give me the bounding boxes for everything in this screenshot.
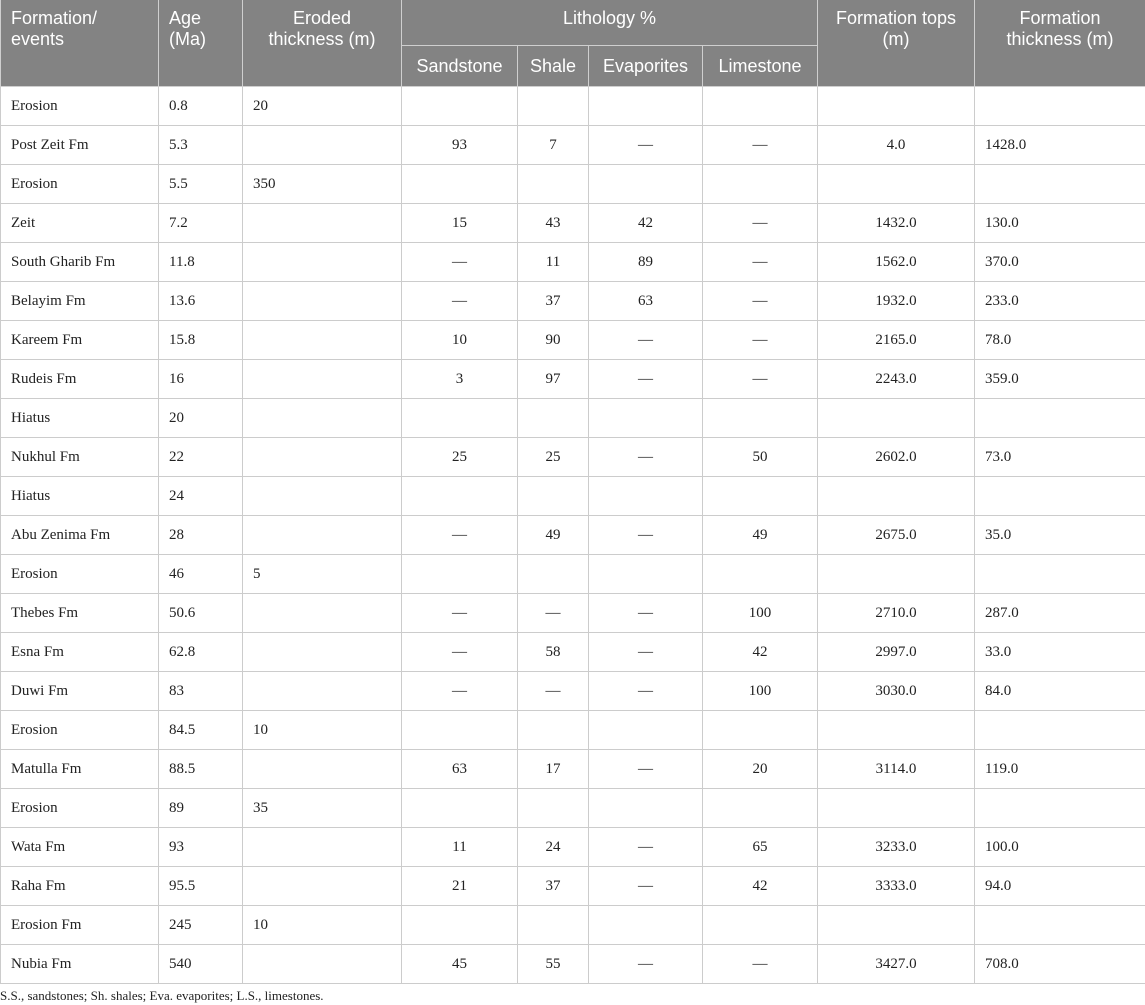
formation-tops-cell: 3114.0 bbox=[818, 750, 975, 789]
shale-cell: 90 bbox=[518, 321, 589, 360]
evaporites-cell: 63 bbox=[589, 282, 703, 321]
formation-tops-cell bbox=[818, 906, 975, 945]
shale-cell bbox=[518, 789, 589, 828]
sandstone-cell: 11 bbox=[402, 828, 518, 867]
evaporites-cell: — bbox=[589, 633, 703, 672]
age-cell: 16 bbox=[159, 360, 243, 399]
shale-cell: 17 bbox=[518, 750, 589, 789]
formation-thickness-cell bbox=[975, 399, 1145, 438]
shale-cell: 97 bbox=[518, 360, 589, 399]
formation-tops-cell bbox=[818, 165, 975, 204]
formation-thickness-cell bbox=[975, 477, 1145, 516]
table-row bbox=[1, 282, 1145, 321]
eroded-thickness-cell: 10 bbox=[243, 711, 402, 750]
limestone-cell bbox=[703, 399, 818, 438]
formation-cell: Erosion Fm bbox=[1, 906, 159, 945]
age-cell: 15.8 bbox=[159, 321, 243, 360]
formation-tops-cell: 4.0 bbox=[818, 126, 975, 165]
shale-cell: 7 bbox=[518, 126, 589, 165]
shale-cell: 58 bbox=[518, 633, 589, 672]
evaporites-cell: — bbox=[589, 828, 703, 867]
formation-tops-cell bbox=[818, 399, 975, 438]
formation-tops-cell: 2710.0 bbox=[818, 594, 975, 633]
formation-tops-cell: 1932.0 bbox=[818, 282, 975, 321]
eroded-thickness-cell: 5 bbox=[243, 555, 402, 594]
formation-thickness-cell: 1428.0 bbox=[975, 126, 1145, 165]
formation-tops-cell: 1562.0 bbox=[818, 243, 975, 282]
formation-cell: Abu Zenima Fm bbox=[1, 516, 159, 555]
limestone-cell: 20 bbox=[703, 750, 818, 789]
formation-cell: Hiatus bbox=[1, 399, 159, 438]
sandstone-cell: 3 bbox=[402, 360, 518, 399]
header-eroded-thickness: Eroded thickness (m) bbox=[243, 0, 402, 87]
formation-cell: Post Zeit Fm bbox=[1, 126, 159, 165]
age-cell: 50.6 bbox=[159, 594, 243, 633]
formation-cell: Erosion bbox=[1, 165, 159, 204]
table-row bbox=[1, 555, 1145, 594]
sandstone-cell bbox=[402, 399, 518, 438]
formation-cell: Esna Fm bbox=[1, 633, 159, 672]
formation-tops-cell: 2243.0 bbox=[818, 360, 975, 399]
evaporites-cell bbox=[589, 789, 703, 828]
limestone-cell: 100 bbox=[703, 672, 818, 711]
limestone-cell: — bbox=[703, 282, 818, 321]
evaporites-cell: — bbox=[589, 516, 703, 555]
age-cell: 245 bbox=[159, 906, 243, 945]
evaporites-cell: — bbox=[589, 945, 703, 984]
formation-cell: Nukhul Fm bbox=[1, 438, 159, 477]
formation-cell: Erosion bbox=[1, 789, 159, 828]
evaporites-cell: 42 bbox=[589, 204, 703, 243]
shale-cell: 55 bbox=[518, 945, 589, 984]
formation-thickness-cell: 370.0 bbox=[975, 243, 1145, 282]
eroded-thickness-cell bbox=[243, 867, 402, 906]
age-cell: 83 bbox=[159, 672, 243, 711]
evaporites-cell bbox=[589, 165, 703, 204]
limestone-cell: — bbox=[703, 204, 818, 243]
shale-cell: — bbox=[518, 594, 589, 633]
table-row bbox=[1, 828, 1145, 867]
evaporites-cell: — bbox=[589, 360, 703, 399]
shale-cell bbox=[518, 711, 589, 750]
formation-thickness-cell: 33.0 bbox=[975, 633, 1145, 672]
evaporites-cell: — bbox=[589, 672, 703, 711]
shale-cell bbox=[518, 399, 589, 438]
sandstone-cell: — bbox=[402, 672, 518, 711]
limestone-cell: 50 bbox=[703, 438, 818, 477]
limestone-cell bbox=[703, 711, 818, 750]
age-cell: 5.5 bbox=[159, 165, 243, 204]
table-row bbox=[1, 633, 1145, 672]
evaporites-cell bbox=[589, 555, 703, 594]
shale-cell bbox=[518, 477, 589, 516]
formation-tops-cell bbox=[818, 87, 975, 126]
sandstone-cell: — bbox=[402, 282, 518, 321]
table-footnote: S.S., sandstones; Sh. shales; Eva. evaporites; L.S., limestones. bbox=[0, 988, 324, 1003]
limestone-cell bbox=[703, 555, 818, 594]
header-age: Age (Ma) bbox=[159, 0, 243, 87]
limestone-cell: 100 bbox=[703, 594, 818, 633]
sandstone-cell: — bbox=[402, 594, 518, 633]
evaporites-cell bbox=[589, 711, 703, 750]
formation-thickness-cell: 78.0 bbox=[975, 321, 1145, 360]
formation-thickness-cell: 130.0 bbox=[975, 204, 1145, 243]
formation-tops-cell bbox=[818, 711, 975, 750]
formation-cell: Hiatus bbox=[1, 477, 159, 516]
sandstone-cell: 93 bbox=[402, 126, 518, 165]
sandstone-cell: — bbox=[402, 633, 518, 672]
formation-thickness-cell bbox=[975, 165, 1145, 204]
evaporites-cell: — bbox=[589, 321, 703, 360]
eroded-thickness-cell: 20 bbox=[243, 87, 402, 126]
formation-tops-cell: 2675.0 bbox=[818, 516, 975, 555]
evaporites-cell bbox=[589, 906, 703, 945]
shale-cell: 37 bbox=[518, 867, 589, 906]
limestone-cell: 65 bbox=[703, 828, 818, 867]
age-cell: 28 bbox=[159, 516, 243, 555]
table-row bbox=[1, 126, 1145, 165]
formation-cell: Kareem Fm bbox=[1, 321, 159, 360]
formation-thickness-cell bbox=[975, 87, 1145, 126]
formation-tops-cell bbox=[818, 789, 975, 828]
eroded-thickness-cell bbox=[243, 672, 402, 711]
header-formation-tops: Formation tops (m) bbox=[818, 0, 975, 87]
table-row bbox=[1, 399, 1145, 438]
formation-tops-cell: 3030.0 bbox=[818, 672, 975, 711]
eroded-thickness-cell: 10 bbox=[243, 906, 402, 945]
formation-tops-cell: 2997.0 bbox=[818, 633, 975, 672]
eroded-thickness-cell: 350 bbox=[243, 165, 402, 204]
limestone-cell: — bbox=[703, 243, 818, 282]
formation-cell: Belayim Fm bbox=[1, 282, 159, 321]
eroded-thickness-cell bbox=[243, 477, 402, 516]
shale-cell: 37 bbox=[518, 282, 589, 321]
shale-cell bbox=[518, 165, 589, 204]
eroded-thickness-cell bbox=[243, 126, 402, 165]
sandstone-cell: 25 bbox=[402, 438, 518, 477]
age-cell: 5.3 bbox=[159, 126, 243, 165]
eroded-thickness-cell bbox=[243, 828, 402, 867]
sandstone-cell bbox=[402, 906, 518, 945]
formation-thickness-cell: 84.0 bbox=[975, 672, 1145, 711]
table-row bbox=[1, 945, 1145, 984]
evaporites-cell: — bbox=[589, 126, 703, 165]
formation-cell: Wata Fm bbox=[1, 828, 159, 867]
evaporites-cell: — bbox=[589, 750, 703, 789]
table-row bbox=[1, 360, 1145, 399]
header-limestone: Limestone bbox=[703, 46, 818, 87]
age-cell: 22 bbox=[159, 438, 243, 477]
eroded-thickness-cell bbox=[243, 204, 402, 243]
shale-cell: 25 bbox=[518, 438, 589, 477]
formation-thickness-cell: 73.0 bbox=[975, 438, 1145, 477]
shale-cell: 24 bbox=[518, 828, 589, 867]
eroded-thickness-cell bbox=[243, 360, 402, 399]
evaporites-cell: — bbox=[589, 867, 703, 906]
age-cell: 46 bbox=[159, 555, 243, 594]
shale-cell: 43 bbox=[518, 204, 589, 243]
formation-tops-cell: 3233.0 bbox=[818, 828, 975, 867]
eroded-thickness-cell bbox=[243, 243, 402, 282]
formation-thickness-cell bbox=[975, 711, 1145, 750]
table-row bbox=[1, 594, 1145, 633]
limestone-cell bbox=[703, 789, 818, 828]
age-cell: 7.2 bbox=[159, 204, 243, 243]
sandstone-cell bbox=[402, 477, 518, 516]
table-body bbox=[1, 87, 1145, 984]
eroded-thickness-cell: 35 bbox=[243, 789, 402, 828]
formation-thickness-cell: 287.0 bbox=[975, 594, 1145, 633]
sandstone-cell: 10 bbox=[402, 321, 518, 360]
age-cell: 95.5 bbox=[159, 867, 243, 906]
age-cell: 540 bbox=[159, 945, 243, 984]
table-row bbox=[1, 204, 1145, 243]
header-shale: Shale bbox=[518, 46, 589, 87]
table-header bbox=[1, 0, 1145, 87]
table-row bbox=[1, 750, 1145, 789]
shale-cell: — bbox=[518, 672, 589, 711]
age-cell: 13.6 bbox=[159, 282, 243, 321]
shale-cell bbox=[518, 87, 589, 126]
header-lithology: Lithology % bbox=[402, 0, 818, 46]
table-row bbox=[1, 789, 1145, 828]
sandstone-cell: — bbox=[402, 243, 518, 282]
formation-cell: Zeit bbox=[1, 204, 159, 243]
limestone-cell bbox=[703, 165, 818, 204]
table-row bbox=[1, 477, 1145, 516]
evaporites-cell: — bbox=[589, 438, 703, 477]
table-row bbox=[1, 672, 1145, 711]
formation-tops-cell: 3333.0 bbox=[818, 867, 975, 906]
formation-tops-cell: 3427.0 bbox=[818, 945, 975, 984]
age-cell: 84.5 bbox=[159, 711, 243, 750]
limestone-cell: — bbox=[703, 945, 818, 984]
formation-tops-cell bbox=[818, 477, 975, 516]
header-evaporites: Evaporites bbox=[589, 46, 703, 87]
evaporites-cell bbox=[589, 87, 703, 126]
shale-cell: 11 bbox=[518, 243, 589, 282]
formation-thickness-cell: 94.0 bbox=[975, 867, 1145, 906]
formation-thickness-cell: 35.0 bbox=[975, 516, 1145, 555]
formation-cell: Erosion bbox=[1, 87, 159, 126]
limestone-cell: — bbox=[703, 321, 818, 360]
table-row bbox=[1, 438, 1145, 477]
age-cell: 88.5 bbox=[159, 750, 243, 789]
formation-cell: South Gharib Fm bbox=[1, 243, 159, 282]
age-cell: 62.8 bbox=[159, 633, 243, 672]
eroded-thickness-cell bbox=[243, 321, 402, 360]
limestone-cell: 42 bbox=[703, 633, 818, 672]
formation-thickness-cell: 708.0 bbox=[975, 945, 1145, 984]
sandstone-cell bbox=[402, 789, 518, 828]
sandstone-cell: 63 bbox=[402, 750, 518, 789]
age-cell: 20 bbox=[159, 399, 243, 438]
formation-thickness-cell: 119.0 bbox=[975, 750, 1145, 789]
shale-cell bbox=[518, 906, 589, 945]
limestone-cell: — bbox=[703, 126, 818, 165]
formation-cell: Matulla Fm bbox=[1, 750, 159, 789]
formation-tops-cell: 2165.0 bbox=[818, 321, 975, 360]
table-row bbox=[1, 243, 1145, 282]
age-cell: 89 bbox=[159, 789, 243, 828]
sandstone-cell: 21 bbox=[402, 867, 518, 906]
limestone-cell bbox=[703, 477, 818, 516]
formation-thickness-cell: 233.0 bbox=[975, 282, 1145, 321]
eroded-thickness-cell bbox=[243, 399, 402, 438]
sandstone-cell: 15 bbox=[402, 204, 518, 243]
evaporites-cell: — bbox=[589, 594, 703, 633]
formation-tops-cell: 2602.0 bbox=[818, 438, 975, 477]
age-cell: 0.8 bbox=[159, 87, 243, 126]
limestone-cell: 49 bbox=[703, 516, 818, 555]
eroded-thickness-cell bbox=[243, 516, 402, 555]
formation-cell: Raha Fm bbox=[1, 867, 159, 906]
limestone-cell: — bbox=[703, 360, 818, 399]
evaporites-cell bbox=[589, 477, 703, 516]
eroded-thickness-cell bbox=[243, 282, 402, 321]
header-formation-thickness: Formation thickness (m) bbox=[975, 0, 1145, 87]
evaporites-cell bbox=[589, 399, 703, 438]
formation-cell: Erosion bbox=[1, 711, 159, 750]
formation-cell: Nubia Fm bbox=[1, 945, 159, 984]
eroded-thickness-cell bbox=[243, 750, 402, 789]
sandstone-cell bbox=[402, 87, 518, 126]
table-row bbox=[1, 867, 1145, 906]
sandstone-cell bbox=[402, 165, 518, 204]
age-cell: 93 bbox=[159, 828, 243, 867]
table-row bbox=[1, 516, 1145, 555]
header-formation: Formation/ events bbox=[1, 0, 159, 87]
shale-cell: 49 bbox=[518, 516, 589, 555]
limestone-cell bbox=[703, 906, 818, 945]
header-sandstone: Sandstone bbox=[402, 46, 518, 87]
limestone-cell bbox=[703, 87, 818, 126]
shale-cell bbox=[518, 555, 589, 594]
formation-tops-cell: 1432.0 bbox=[818, 204, 975, 243]
table-row bbox=[1, 906, 1145, 945]
table-row bbox=[1, 165, 1145, 204]
age-cell: 24 bbox=[159, 477, 243, 516]
sandstone-cell: — bbox=[402, 516, 518, 555]
formation-tops-cell bbox=[818, 555, 975, 594]
formation-thickness-cell bbox=[975, 906, 1145, 945]
table-row bbox=[1, 321, 1145, 360]
formation-cell: Rudeis Fm bbox=[1, 360, 159, 399]
formation-thickness-cell: 100.0 bbox=[975, 828, 1145, 867]
sandstone-cell bbox=[402, 555, 518, 594]
eroded-thickness-cell bbox=[243, 594, 402, 633]
formation-cell: Duwi Fm bbox=[1, 672, 159, 711]
eroded-thickness-cell bbox=[243, 945, 402, 984]
table-row bbox=[1, 87, 1145, 126]
sandstone-cell bbox=[402, 711, 518, 750]
formation-thickness-cell bbox=[975, 555, 1145, 594]
eroded-thickness-cell bbox=[243, 633, 402, 672]
eroded-thickness-cell bbox=[243, 438, 402, 477]
sandstone-cell: 45 bbox=[402, 945, 518, 984]
limestone-cell: 42 bbox=[703, 867, 818, 906]
table-row bbox=[1, 711, 1145, 750]
evaporites-cell: 89 bbox=[589, 243, 703, 282]
formation-cell: Erosion bbox=[1, 555, 159, 594]
formation-thickness-cell bbox=[975, 789, 1145, 828]
formation-thickness-cell: 359.0 bbox=[975, 360, 1145, 399]
age-cell: 11.8 bbox=[159, 243, 243, 282]
formation-cell: Thebes Fm bbox=[1, 594, 159, 633]
